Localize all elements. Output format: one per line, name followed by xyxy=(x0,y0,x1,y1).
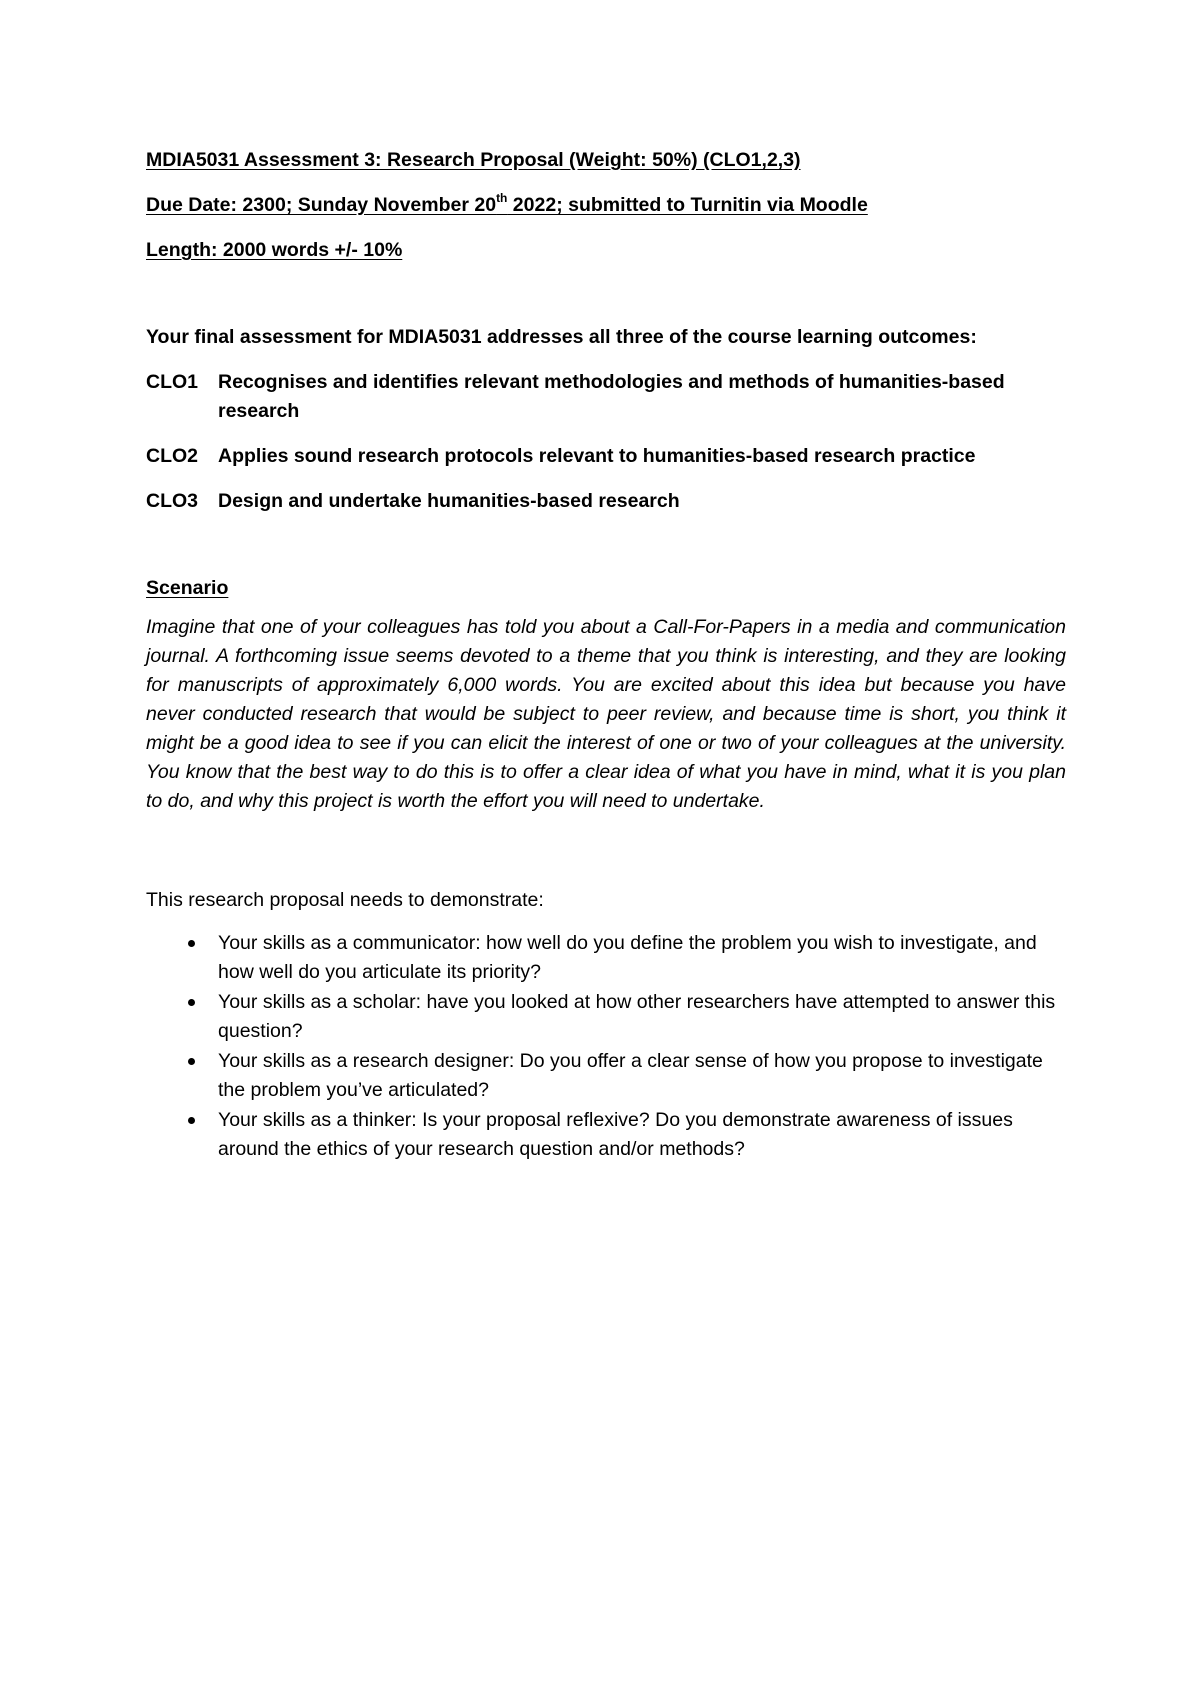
bullet-icon xyxy=(188,1117,195,1124)
clo-code: CLO1 xyxy=(146,371,199,393)
list-item-text: Your skills as a scholar: have you looked at how other researchers have attempted to answer this question? xyxy=(218,991,1056,1042)
bullet-icon xyxy=(188,999,195,1006)
clo-item xyxy=(146,487,1066,516)
needs-lead: This research proposal needs to demonstrate: xyxy=(146,889,544,911)
bullet-icon xyxy=(188,940,195,947)
spacer xyxy=(146,281,1066,323)
document-content xyxy=(146,146,1066,1165)
list-item xyxy=(146,988,1066,1046)
list-item xyxy=(146,929,1066,987)
due-date-prefix: Due Date: 2300; Sunday November 20 xyxy=(146,194,497,216)
list-item-text: Your skills as a communicator: how well do you define the problem you wish to investigate, and how well do you articulate its priority? xyxy=(218,932,1037,983)
scenario-heading: Scenario xyxy=(146,577,229,599)
spacer xyxy=(146,816,1066,886)
clo-text: Design and undertake humanities-based research xyxy=(218,490,680,512)
list-item xyxy=(146,1106,1066,1164)
bullet-icon xyxy=(188,1058,195,1065)
clo-code: CLO2 xyxy=(146,445,199,467)
clo-code: CLO3 xyxy=(146,490,199,512)
spacer xyxy=(146,532,1066,574)
intro-text: Your final assessment for MDIA5031 addresses all three of the course learning outcomes: xyxy=(146,326,977,348)
scenario-paragraph: Imagine that one of your colleagues has told you about a Call-For-Papers in a media and communication journal. A forthcoming issue seems devoted to a theme that you think is interesting, and they are looking for manuscripts of approximately 6,000 words. You are excited about this idea but because you have never conducted research that would be subject to peer review, and because time is short, you think it might be a good idea to see if you can elicit the interest of one or two of your colleagues at the university. You know that the best way to do this is to offer a clear idea of what you have in mind, what it is you plan to do, and why this project is worth the effort you will need to undertake. xyxy=(146,616,1066,812)
list-item-text: Your skills as a research designer: Do you offer a clear sense of how you propose to investigate the problem you’ve articulated? xyxy=(218,1050,1043,1101)
list-item xyxy=(146,1047,1066,1105)
clo-text: Recognises and identifies relevant methodologies and methods of humanities-based research xyxy=(218,371,1005,422)
clo-item xyxy=(146,442,1066,471)
due-date-suffix: 2022; submitted to Turnitin via Moodle xyxy=(507,194,868,216)
due-date-ordinal: th xyxy=(496,191,508,205)
length-requirement: Length: 2000 words +/- 10% xyxy=(146,239,403,261)
requirements-list xyxy=(146,929,1066,1164)
list-item-text: Your skills as a thinker: Is your proposal reflexive? Do you demonstrate awareness of issues around the ethics of your research question and/or methods? xyxy=(218,1109,1013,1160)
due-date xyxy=(146,191,1066,220)
clo-item xyxy=(146,368,1066,426)
clo-text: Applies sound research protocols relevant to humanities-based research practice xyxy=(218,445,976,467)
assessment-title: MDIA5031 Assessment 3: Research Proposal (Weight: 50%) (CLO1,2,3) xyxy=(146,149,801,171)
